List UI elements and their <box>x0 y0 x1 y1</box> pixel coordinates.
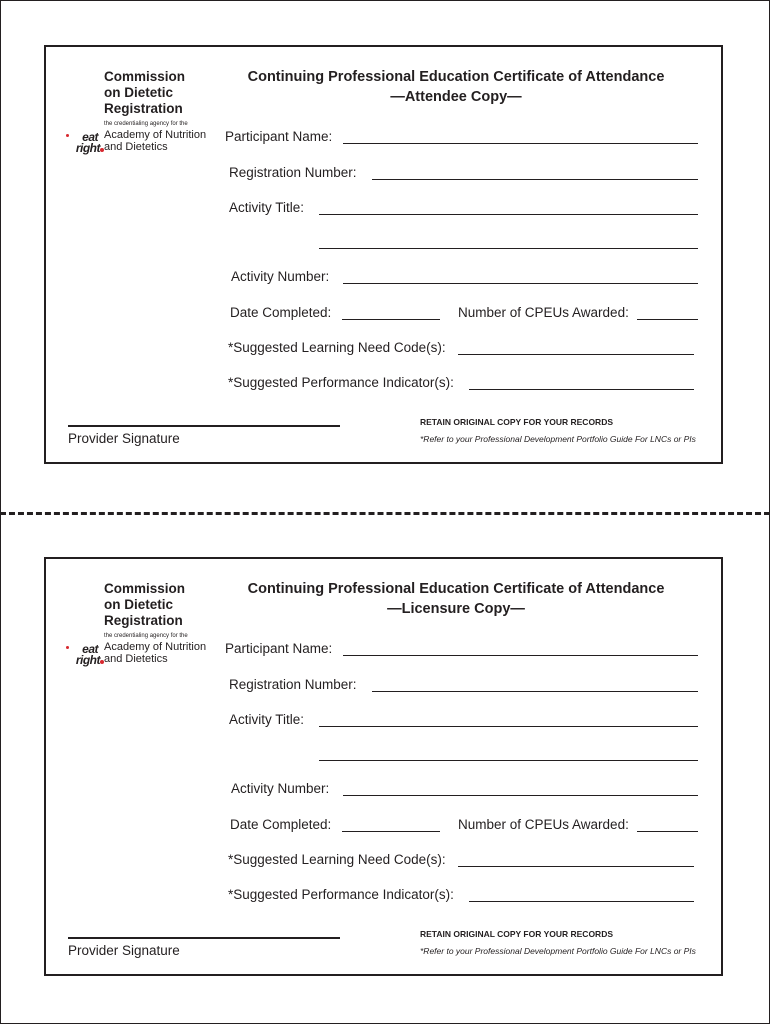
retain-copy-note: RETAIN ORIGINAL COPY FOR YOUR RECORDS <box>420 929 614 939</box>
portfolio-guide-note: *Refer to your Professional Development Portfolio Guide For LNCs or PIs <box>420 434 696 444</box>
cut-line-divider <box>0 512 770 515</box>
heading-title: Continuing Professional Education Certificate of Attendance <box>247 69 665 85</box>
cdr-logo-text: Commission on Dietetic Registration <box>104 581 186 628</box>
activity-title-field-line2[interactable] <box>319 248 698 249</box>
learning-need-codes-label: *Suggested Learning Need Code(s): <box>228 340 446 355</box>
cpeus-awarded-field[interactable] <box>637 831 698 832</box>
activity-number-field[interactable] <box>343 283 698 284</box>
logo-right-text: right <box>75 141 100 155</box>
date-completed-field[interactable] <box>342 831 440 832</box>
agency-tagline: the credentialing agency for the <box>104 633 188 639</box>
retain-copy-note: RETAIN ORIGINAL COPY FOR YOUR RECORDS <box>420 417 614 427</box>
performance-indicators-label: *Suggested Performance Indicator(s): <box>228 375 454 390</box>
certificate-licensure-copy <box>44 557 723 976</box>
activity-title-field[interactable] <box>319 214 698 215</box>
participant-name-field[interactable] <box>343 655 698 656</box>
performance-indicators-field[interactable] <box>469 389 694 390</box>
provider-signature-label: Provider Signature <box>68 431 180 446</box>
logo-eat-text: eat <box>82 130 98 144</box>
activity-number-label: Activity Number: <box>231 269 330 284</box>
cpeus-awarded-label: Number of CPEUs Awarded: <box>458 305 629 320</box>
certificate-heading <box>226 579 686 619</box>
logo-dot-icon <box>66 646 69 649</box>
agency-tagline: the credentialing agency for the <box>104 121 188 127</box>
cpeus-awarded-field[interactable] <box>637 319 698 320</box>
participant-name-field[interactable] <box>343 143 698 144</box>
logo-dot-icon <box>66 134 69 137</box>
activity-number-field[interactable] <box>343 795 698 796</box>
registration-number-label: Registration Number: <box>229 165 357 180</box>
performance-indicators-field[interactable] <box>469 901 694 902</box>
academy-name: Academy of Nutrition and Dietetics <box>104 129 207 153</box>
date-completed-label: Date Completed: <box>230 305 332 320</box>
activity-title-label: Activity Title: <box>229 200 305 215</box>
date-completed-label: Date Completed: <box>230 817 332 832</box>
registration-number-field[interactable] <box>372 179 698 180</box>
registration-number-label: Registration Number: <box>229 677 357 692</box>
registration-number-field[interactable] <box>372 691 698 692</box>
academy-name: Academy of Nutrition and Dietetics <box>104 641 207 665</box>
eat-right-logo-icon <box>60 643 102 669</box>
heading-copy-type: —Licensure Copy— <box>387 601 525 617</box>
heading-title: Continuing Professional Education Certificate of Attendance <box>247 581 665 597</box>
activity-title-label: Activity Title: <box>229 712 305 727</box>
participant-name-label: Participant Name: <box>225 129 333 144</box>
date-completed-field[interactable] <box>342 319 440 320</box>
cdr-logo-text: Commission on Dietetic Registration <box>104 69 186 116</box>
cpeus-awarded-label: Number of CPEUs Awarded: <box>458 817 629 832</box>
activity-number-label: Activity Number: <box>231 781 330 796</box>
learning-need-codes-field[interactable] <box>458 354 694 355</box>
activity-title-field-line2[interactable] <box>319 760 698 761</box>
participant-name-label: Participant Name: <box>225 641 333 656</box>
heading-copy-type: —Attendee Copy— <box>390 89 522 105</box>
certificate-heading <box>226 67 686 107</box>
learning-need-codes-field[interactable] <box>458 866 694 867</box>
provider-signature-field[interactable] <box>68 425 340 427</box>
learning-need-codes-label: *Suggested Learning Need Code(s): <box>228 852 446 867</box>
logo-right-text: right <box>75 653 100 667</box>
eat-right-logo-icon <box>60 131 102 157</box>
activity-title-field[interactable] <box>319 726 698 727</box>
performance-indicators-label: *Suggested Performance Indicator(s): <box>228 887 454 902</box>
logo-eat-text: eat <box>82 642 98 656</box>
certificate-attendee-copy <box>44 45 723 464</box>
provider-signature-label: Provider Signature <box>68 943 180 958</box>
portfolio-guide-note: *Refer to your Professional Development Portfolio Guide For LNCs or PIs <box>420 946 696 956</box>
provider-signature-field[interactable] <box>68 937 340 939</box>
